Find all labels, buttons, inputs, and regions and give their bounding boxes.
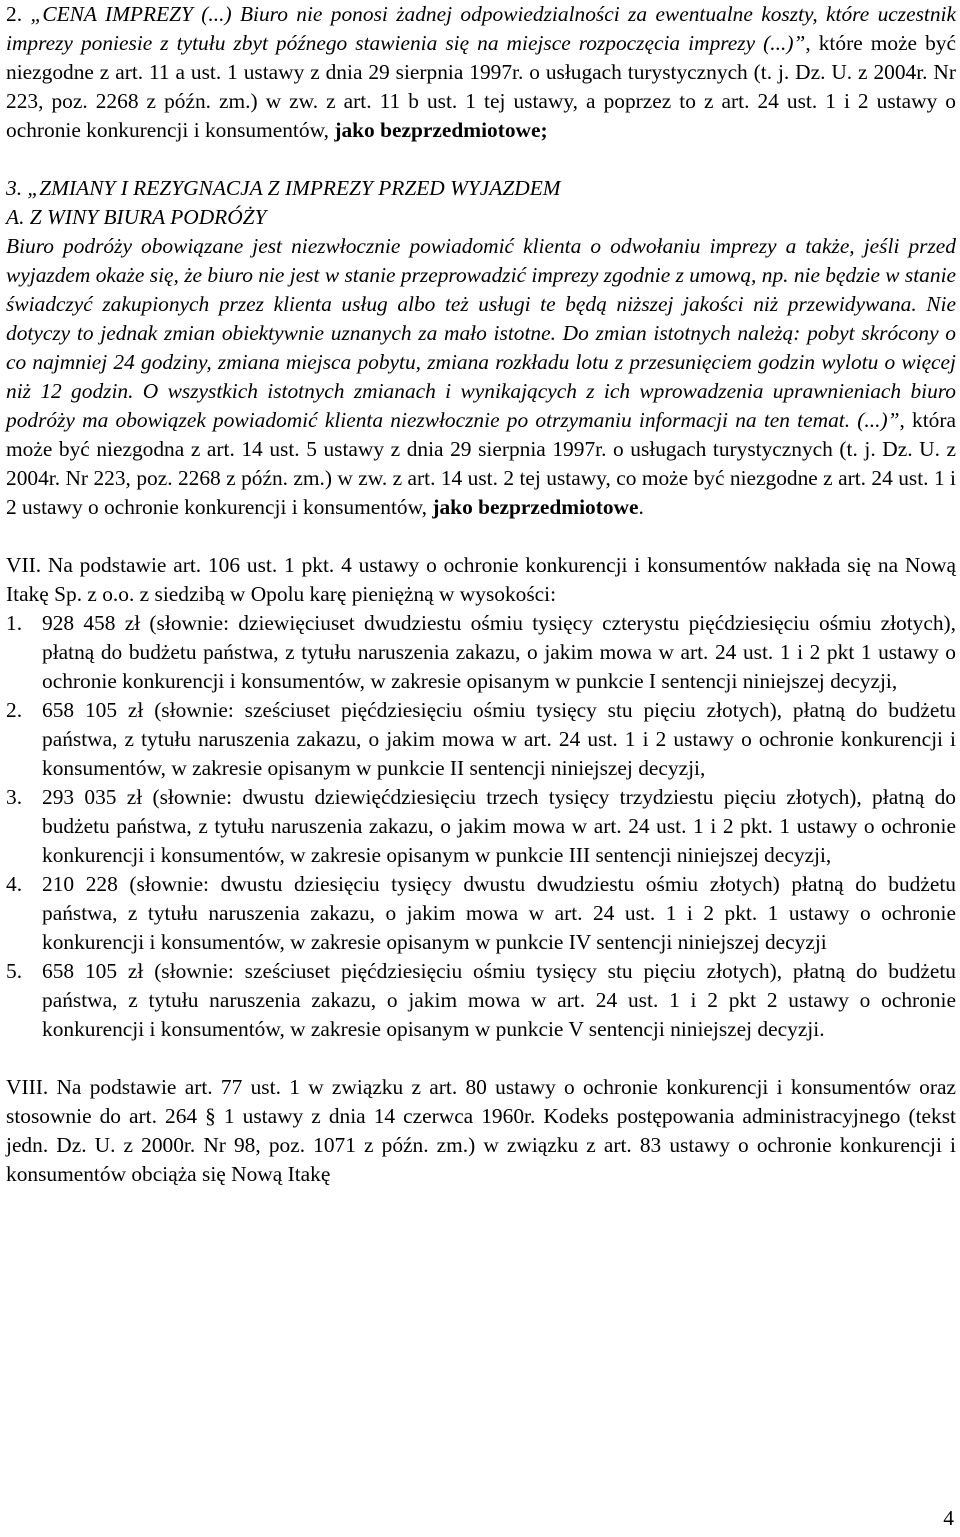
list-item	[6, 609, 956, 696]
list-item-number: 2.	[6, 698, 23, 722]
list-item	[6, 870, 956, 957]
clause-assessment: , które może być niezgodne z art. 11 a ust. 1 ustawy z dnia 29 sierpnia 1997r. o usługach turystycznych (t. j. Dz. U. z 2004r. Nr 223, poz. 2268 z późn. zm.) w zw. z art. 11 b ust. 1 tej ustawy, a poprzez to z art. 24 ust. 1 i 2 ustawy o ochronie konkurencji i konsumentów,	[6, 31, 956, 142]
section-heading: 3. „ZMIANY I REZYGNACJA Z IMPREZY PRZED WYJAZDEM	[6, 176, 561, 200]
sentence-end: .	[638, 495, 644, 519]
list-item-text: 293 035 zł (słownie: dwustu dziewięćdziesięciu trzech tysięcy trzydziestu pięciu złotych), płatną do budżetu państwa, z tytułu naruszenia zakazu, o jakim mowa w art. 24 ust. 1 i 2 pkt. 1 ustawy o ochronie konkurencji i konsumentów, w zakresie opisanym w punkcie III sentencji niniejszej decyzji,	[42, 785, 956, 867]
list-item-text: 658 105 zł (słownie: sześciuset pięćdziesięciu ośmiu tysięcy stu pięciu złotych), płatną do budżetu państwa, z tytułu naruszenia zakazu, o jakim mowa w art. 24 ust. 1 i 2 ustawy o ochronie konkurencji i konsumentów, w zakresie opisanym w punkcie II sentencji niniejszej decyzji,	[42, 698, 956, 780]
list-item	[6, 783, 956, 870]
document-page	[6, 0, 956, 1189]
bold-conclusion: jako bezprzedmiotowe;	[334, 118, 548, 142]
list-item	[6, 696, 956, 783]
section-viii-text: VIII. Na podstawie art. 77 ust. 1 w związku z art. 80 ustawy o ochronie konkurencji i konsumentów oraz stosownie do art. 264 § 1 ustawy z dnia 14 czerwca 1960r. Kodeks postępowania administracyjnego (tekst jedn. Dz. U. z 2000r. Nr 98, poz. 1071 z późn. zm.) w związku z art. 83 ustawy o ochronie konkurencji i konsumentów obciąża się Nową Itakę	[6, 1075, 956, 1186]
list-item-number: 1.	[6, 611, 23, 635]
quoted-clause: Biuro nie ponosi żadnej odpowiedzialności za ewentualne koszty, które uczestnik imprezy poniesie z tytułu zbyt późnego stawienia się na miejsce rozpoczęcia imprezy (...)”	[6, 2, 956, 55]
list-item-text: 928 458 zł (słownie: dziewięciuset dwudziestu ośmiu tysięcy czterystu pięćdziesięciu ośmiu złotych), płatną do budżetu państwa, z tytułu naruszenia zakazu, o jakim mowa w art. 24 ust. 1 i 2 pkt 1 ustawy o ochronie konkurencji i konsumentów, w zakresie opisanym w punkcie I sentencji niniejszej decyzji,	[42, 611, 956, 693]
list-item-number: 4.	[6, 872, 23, 896]
clause-assessment: , która może być niezgodna z art. 14 ust. 5 ustawy z dnia 29 sierpnia 1997r. o usługach turystycznych (t. j. Dz. U. z 2004r. Nr 223, poz. 2268 z późn. zm.) w zw. z art. 14 ust. 2 tej ustawy, co może być niezgodne z art. 24 ust. 1 i 2 ustawy o ochronie konkurencji i konsumentów,	[6, 408, 956, 519]
list-item-text: 210 228 (słownie: dwustu dziesięciu tysięcy dwustu dwudziestu ośmiu złotych) płatną do budżetu państwa, z tytułu naruszenia zakazu, o jakim mowa w art. 24 ust. 1 i 2 pkt. 1 ustawy o ochronie konkurencji i konsumentów, w zakresie opisanym w punkcie IV sentencji niniejszej decyzji	[42, 872, 956, 954]
list-item-number: 3.	[6, 785, 23, 809]
page-number: 4	[943, 1506, 954, 1530]
subsection-heading: A. Z WINY BIURA PODRÓŻY	[6, 205, 267, 229]
bold-conclusion: jako bezprzedmiotowe	[432, 495, 639, 519]
item-number: 2.	[6, 2, 23, 26]
list-item	[6, 957, 956, 1044]
quoted-clause: Biuro podróży obowiązane jest niezwłocznie powiadomić klienta o odwołaniu imprezy a także, jeśli przed wyjazdem okaże się, że biuro nie jest w stanie przeprowadzić imprezy zgodnie z umową, np. nie będzie w stanie świadczyć zakupionych przez klienta usług albo też usługi te będą niższej jakości niż przewidywana. Nie dotyczy to jednak zmian obiektywnie uznanych za mało istotne. Do zmian istotnych należą: pobyt skrócony o co najmniej 24 godziny, zmiana miejsca pobytu, zmiana rozkładu lotu z przesunięciem godzin wylotu o więcej niż 12 godzin. O wszystkich istotnych zmianach i wynikających z ich wprowadzenia uprawnieniach biuro podróży ma obowiązek powiadomić klienta niezwłocznie po otrzymaniu informacji na ten temat. (...)”	[6, 234, 957, 432]
list-item-number: 5.	[6, 959, 23, 983]
paragraph-item-2	[6, 0, 956, 145]
section-vii-intro: VII. Na podstawie art. 106 ust. 1 pkt. 4 ustawy o ochronie konkurencji i konsumentów nakłada się na Nową Itakę Sp. z o.o. z siedzibą w Opolu karę pieniężną w wysokości:	[6, 553, 956, 606]
penalty-list	[6, 609, 956, 1044]
item-title: „CENA IMPREZY (...)	[30, 2, 232, 26]
paragraph-item-3	[6, 232, 956, 522]
list-item-text: 658 105 zł (słownie: sześciuset pięćdziesięciu ośmiu tysięcy stu pięciu złotych), płatną do budżetu państwa, z tytułu naruszenia zakazu, o jakim mowa w art. 24 ust. 1 i 2 pkt 2 ustawy o ochronie konkurencji i konsumentów, w zakresie opisanym w punkcie V sentencji niniejszej decyzji.	[42, 959, 956, 1041]
